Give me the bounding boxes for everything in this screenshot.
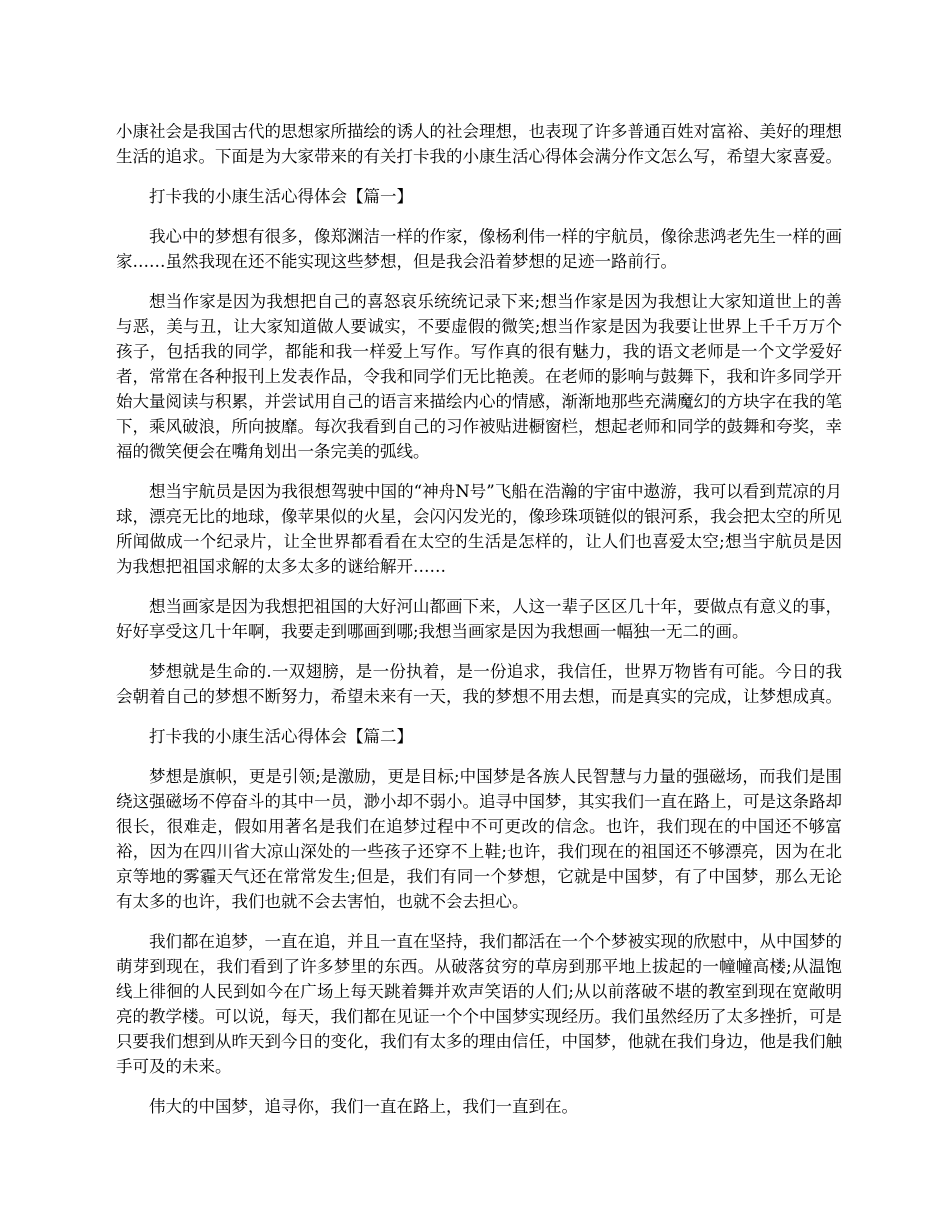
document-body bbox=[116, 119, 842, 1134]
paragraph: 伟大的中国梦，追寻你，我们一直在路上，我们一直到在。 bbox=[149, 1097, 578, 1116]
paragraph: 想当宇航员是因为我很想驾驶中国的“神舟N号”飞船在浩瀚的宇宙中遨游，我可以看到荒凉的月球，漂亮无比的地球，像苹果似的火星，会闪闪发光的，像珍珠项链似的银河系，我会把太空的所见所闻做成一个纪录片，让全世界都看看在太空的生活是怎样的，让人们也喜爱太空;想当宇航员是因为我想把祖国求解的太多太多的谜给解开…… bbox=[116, 482, 842, 576]
paragraph: 梦想是旗帜，更是引领;是激励，更是目标;中国梦是各族人民智慧与力量的强磁场，而我们是围绕这强磁场不停奋斗的其中一员，渺小却不弱小。追寻中国梦，其实我们一直在路上，可是这条路却很长，很难走，假如用著名是我们在追梦过程中不可更改的信念。也许，我们现在的中国还不够富裕，因为在四川省大凉山深处的一些孩子还穿不上鞋;也许，我们现在的祖国还不够漂亮，因为在北京等地的雾霾天气还在常常发生;但是，我们有同一个梦想，它就是中国梦，有了中国梦，那么无论有太多的也许，我们也就不会去害怕，也就不会去担心。 bbox=[116, 767, 842, 911]
paragraph: 我心中的梦想有很多，像郑渊洁一样的作家，像杨利伟一样的宇航员，像徐悲鸿老先生一样的画家……虽然我现在还不能实现这些梦想，但是我会沿着梦想的足迹一路前行。 bbox=[116, 227, 842, 271]
section-heading-2: 打卡我的小康生活心得体会【篇二】 bbox=[149, 727, 413, 746]
paragraph: 想当画家是因为我想把祖国的大好河山都画下来，人这一辈子区区几十年，要做点有意义的事，好好享受这几十年啊，我要走到哪画到哪;我想当画家是因为我想画一幅独一无二的画。 bbox=[116, 597, 842, 641]
section-heading-1: 打卡我的小康生活心得体会【篇一】 bbox=[149, 187, 413, 206]
paragraph: 梦想就是生命的.一双翅膀，是一份执着，是一份追求，我信任，世界万物皆有可能。今日的我会朝着自己的梦想不断努力，希望未来有一天，我的梦想不用去想，而是真实的完成，让梦想成真。 bbox=[116, 662, 842, 706]
intro-paragraph: 小康社会是我国古代的思想家所描绘的诱人的社会理想，也表现了许多普通百姓对富裕、美好的理想生活的追求。下面是为大家带来的有关打卡我的小康生活心得体会满分作文怎么写，希望大家喜爱。 bbox=[116, 122, 842, 166]
paragraph: 我们都在追梦，一直在追，并且一直在坚持，我们都活在一个个梦被实现的欣慰中，从中国梦的萌芽到现在，我们看到了许多梦里的东西。从破落贫穷的草房到那平地上拔起的一幢幢高楼;从温饱线上徘徊的人民到如今在广场上每天跳着舞并欢声笑语的人们;从以前落破不堪的教室到现在宽敞明亮的教学楼。可以说，每天，我们都在见证一个个中国梦实现经历。我们虽然经历了太多挫折，可是只要我们想到从昨天到今日的变化，我们有太多的理由信任，中国梦，他就在我们身边，他是我们触手可及的未来。 bbox=[116, 932, 842, 1076]
paragraph: 想当作家是因为我想把自己的喜怒哀乐统统记录下来;想当作家是因为我想让大家知道世上的善与恶，美与丑，让大家知道做人要诚实，不要虚假的微笑;想当作家是因为我要让世界上千千万万个孩子，包括我的同学，都能和我一样爱上写作。写作真的很有魅力，我的语文老师是一个文学爱好者，常常在各种报刊上发表作品，令我和同学们无比艳羡。在老师的影响与鼓舞下，我和许多同学开始大量阅读与积累，并尝试用自己的语言来描绘内心的情感，渐渐地那些充满魔幻的方块字在我的笔下，乘风破浪，所向披靡。每次我看到自己的习作被贴进橱窗栏，想起老师和同学的鼓舞和夸奖，幸福的微笑便会在嘴角划出一条完美的弧线。 bbox=[116, 292, 842, 461]
